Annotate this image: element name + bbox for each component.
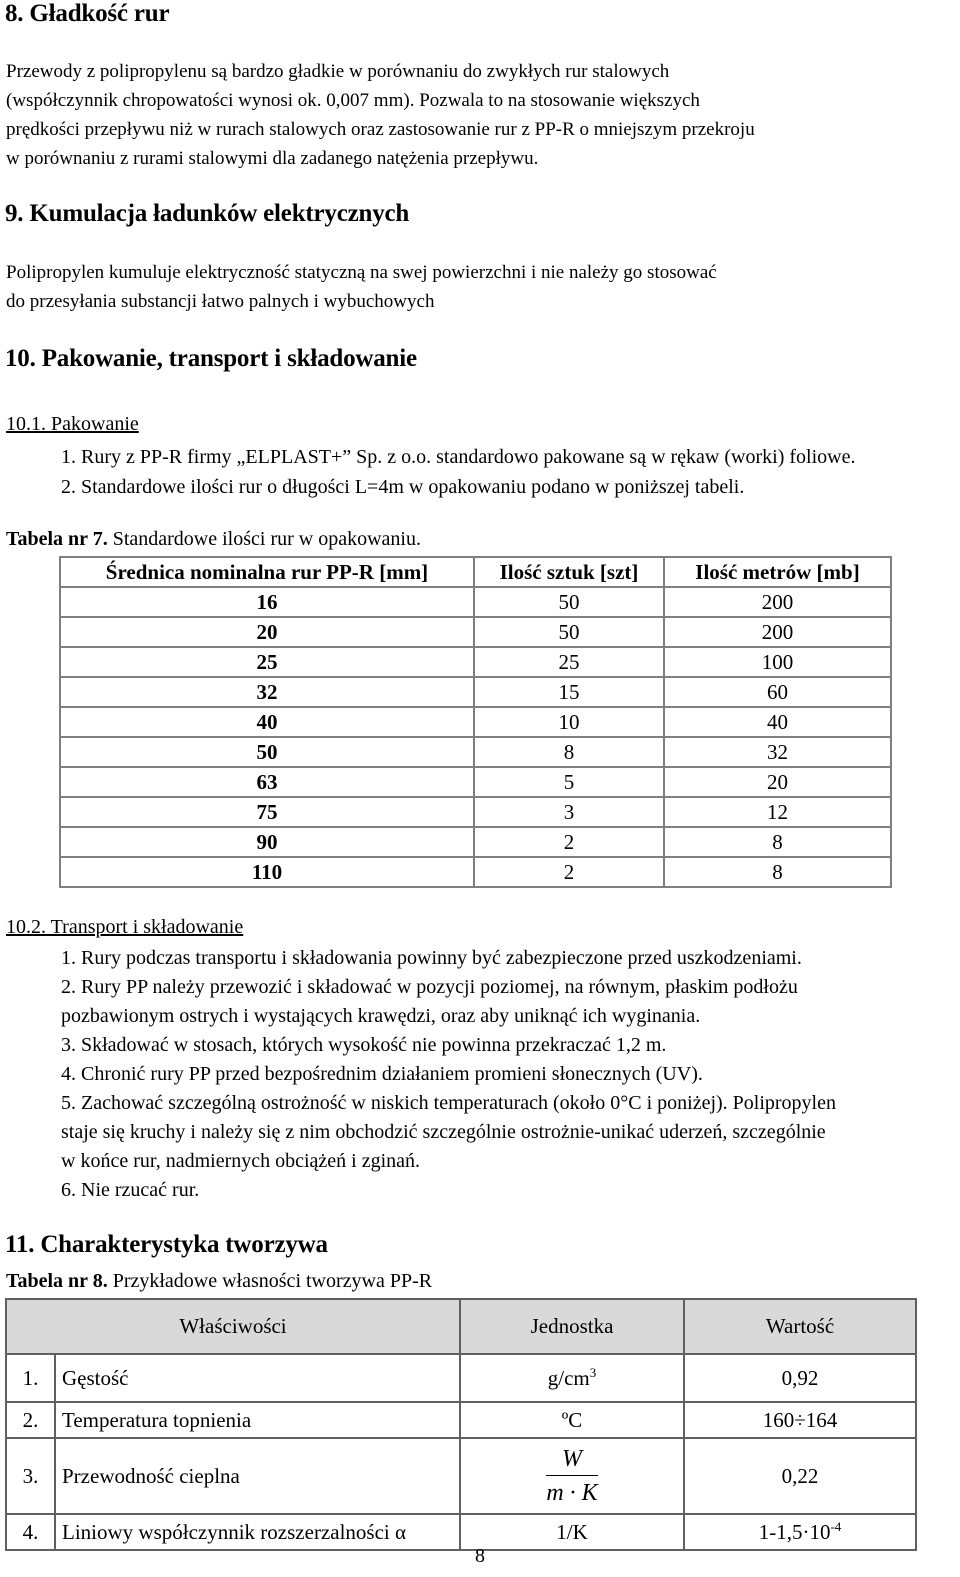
row-number: 4. <box>6 1514 55 1550</box>
unit-cell <box>460 1514 684 1550</box>
unit-cell <box>460 1402 684 1438</box>
subheading-packaging: 10.1. Pakowanie <box>6 413 139 435</box>
value-text: 160÷164 <box>762 1407 838 1432</box>
meters-cell: 8 <box>664 827 891 857</box>
row-number: 3. <box>6 1438 55 1514</box>
list-item: w końce rur, nadmiernych obciążeń i zginań. <box>61 1150 421 1172</box>
table-row <box>60 707 891 737</box>
meters-cell: 12 <box>664 797 891 827</box>
fraction-numerator: W <box>546 1443 597 1476</box>
value-cell <box>684 1402 916 1438</box>
value-text: 0,92 <box>781 1365 819 1390</box>
row-number: 2. <box>6 1402 55 1438</box>
property-name: Liniowy współczynnik rozszerzalności α <box>55 1514 460 1550</box>
meters-cell: 40 <box>664 707 891 737</box>
property-name: Gęstość <box>55 1354 460 1402</box>
diameter-cell: 40 <box>60 707 474 737</box>
text-line: Przewody z polipropylenu są bardzo gładkie w porównaniu do zwykłych rur stalowych <box>6 61 670 82</box>
meters-cell: 32 <box>664 737 891 767</box>
pieces-cell: 3 <box>474 797 664 827</box>
subheading-transport: 10.2. Transport i składowanie <box>6 916 244 938</box>
meters-cell: 200 <box>664 617 891 647</box>
paragraph-section-9 <box>6 258 717 316</box>
table-header-cell: Średnica nominalna rur PP-R [mm] <box>60 557 474 587</box>
list-item: staje się kruchy i należy się z nim obchodzić szczególnie ostrożnie-unikać uderzeń, szczególnie <box>61 1121 826 1143</box>
table-8-caption-label: Tabela nr 8. <box>6 1270 108 1292</box>
value-superscript: -4 <box>830 1519 842 1534</box>
meters-cell: 100 <box>664 647 891 677</box>
table-header-cell: Wartość <box>684 1299 916 1354</box>
table-header-row <box>60 557 891 587</box>
unit-superscript: 3 <box>589 1365 597 1380</box>
meters-cell: 20 <box>664 767 891 797</box>
heading-section-11: 11. Charakterystyka tworzywa <box>5 1231 328 1258</box>
pieces-cell: 50 <box>474 587 664 617</box>
value-cell <box>684 1354 916 1402</box>
packaging-list <box>61 442 855 502</box>
table-row <box>60 827 891 857</box>
table-row <box>60 737 891 767</box>
transport-list <box>61 944 836 1205</box>
unit-text: ºC <box>561 1407 583 1432</box>
table-header-cell: Właściwości <box>6 1299 460 1354</box>
table-row <box>6 1402 916 1438</box>
list-item: 4. Chronić rury PP przed bezpośrednim działaniem promieni słonecznych (UV). <box>61 1063 703 1085</box>
pieces-cell: 5 <box>474 767 664 797</box>
heading-section-8: 8. Gładkość rur <box>5 0 170 27</box>
value-cell <box>684 1438 916 1514</box>
list-item: 5. Zachować szczególną ostrożność w niskich temperaturach (około 0°C i poniżej). Polipropylen <box>61 1092 836 1114</box>
table-row <box>60 647 891 677</box>
unit-cell <box>460 1354 684 1402</box>
pieces-cell: 8 <box>474 737 664 767</box>
unit-text: g/cm <box>547 1366 590 1390</box>
diameter-cell: 20 <box>60 617 474 647</box>
list-item: 6. Nie rzucać rur. <box>61 1179 200 1201</box>
table-row <box>60 797 891 827</box>
pieces-cell: 15 <box>474 677 664 707</box>
table-header-cell: Jednostka <box>460 1299 684 1354</box>
page-number: 8 <box>475 1545 485 1567</box>
pieces-cell: 2 <box>474 857 664 887</box>
table-row <box>60 587 891 617</box>
diameter-cell: 25 <box>60 647 474 677</box>
diameter-cell: 16 <box>60 587 474 617</box>
diameter-cell: 90 <box>60 827 474 857</box>
unit-cell <box>460 1438 684 1514</box>
list-item: 2. Standardowe ilości rur o długości L=4m w opakowaniu podano w poniższej tabeli. <box>61 476 745 498</box>
meters-cell: 8 <box>664 857 891 887</box>
table-row <box>6 1514 916 1550</box>
table-8-caption <box>6 1270 432 1293</box>
diameter-cell: 75 <box>60 797 474 827</box>
list-item: pozbawionym ostrych i wystających krawędzi, oraz aby uniknąć ich wyginania. <box>61 1005 701 1027</box>
table-row <box>60 857 891 887</box>
meters-cell: 60 <box>664 677 891 707</box>
property-name: Przewodność cieplna <box>55 1438 460 1514</box>
table-7-body <box>60 587 891 887</box>
text-line: do przesyłania substancji łatwo palnych i wybuchowych <box>6 291 435 312</box>
diameter-cell: 50 <box>60 737 474 767</box>
list-item: 1. Rury podczas transportu i składowania powinny być zabezpieczone przed uszkodzeniami. <box>61 947 802 969</box>
table-8-caption-text: Przykładowe własności tworzywa PP-R <box>107 1270 433 1292</box>
table-row <box>6 1354 916 1402</box>
list-item: 2. Rury PP należy przewozić i składować w pozycji poziomej, na równym, płaskim podłożu <box>61 976 798 998</box>
paragraph-section-8 <box>6 57 755 173</box>
text-line: (współczynnik chropowatości wynosi ok. 0,007 mm). Pozwala to na stosowanie większych <box>6 90 700 111</box>
table-row <box>6 1438 916 1514</box>
table-7-caption <box>6 528 421 551</box>
value-cell <box>684 1514 916 1550</box>
table-header-row <box>6 1299 916 1354</box>
diameter-cell: 63 <box>60 767 474 797</box>
heading-section-10: 10. Pakowanie, transport i składowanie <box>5 345 417 372</box>
pieces-cell: 2 <box>474 827 664 857</box>
pieces-cell: 25 <box>474 647 664 677</box>
diameter-cell: 32 <box>60 677 474 707</box>
list-item: 1. Rury z PP-R firmy „ELPLAST+” Sp. z o.o. standardowo pakowane są w rękaw (worki) foliowe. <box>61 446 856 468</box>
table-7 <box>59 556 892 888</box>
value-text: 1-1,5·10 <box>758 1520 831 1544</box>
table-7-caption-label: Tabela nr 7. <box>6 528 108 550</box>
unit-text: 1/K <box>556 1519 588 1544</box>
table-row <box>60 677 891 707</box>
text-line: prędkości przepływu niż w rurach stalowych oraz zastosowanie rur z PP-R o mniejszym przekroju <box>6 119 755 140</box>
pieces-cell: 10 <box>474 707 664 737</box>
text-line: Polipropylen kumuluje elektryczność statyczną na swej powierzchni i nie należy go stosować <box>6 262 717 283</box>
meters-cell: 200 <box>664 587 891 617</box>
table-7-caption-text: Standardowe ilości rur w opakowaniu. <box>107 528 421 550</box>
unit-fraction <box>546 1443 597 1510</box>
table-row <box>60 617 891 647</box>
table-header-cell: Ilość sztuk [szt] <box>474 557 664 587</box>
table-row <box>60 767 891 797</box>
fraction-denominator: m · K <box>546 1479 598 1506</box>
diameter-cell: 110 <box>60 857 474 887</box>
list-item: 3. Składować w stosach, których wysokość nie powinna przekraczać 1,2 m. <box>61 1034 667 1056</box>
table-8 <box>5 1298 917 1551</box>
text-line: w porównaniu z rurami stalowymi dla zadanego natężenia przepływu. <box>6 148 539 169</box>
value-text: 0,22 <box>781 1463 819 1488</box>
row-number: 1. <box>6 1354 55 1402</box>
pieces-cell: 50 <box>474 617 664 647</box>
property-name: Temperatura topnienia <box>55 1402 460 1438</box>
heading-section-9: 9. Kumulacja ładunków elektrycznych <box>5 200 410 227</box>
table-header-cell: Ilość metrów [mb] <box>664 557 891 587</box>
